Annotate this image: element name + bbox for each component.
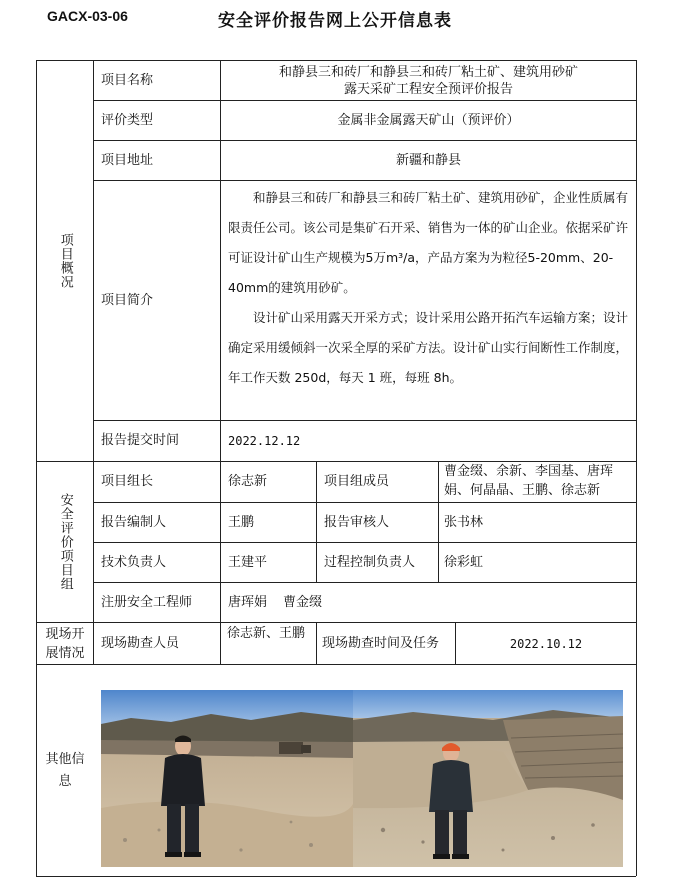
project-name-label: 项目名称 [101,72,154,88]
process-lead-value: 徐彩虹 [444,554,484,570]
site-time-label: 现场勘查时间及任务 [322,635,440,651]
engineer-value-1: 唐珲娟 [228,594,268,610]
engineer-value-2: 曹金缀 [283,594,323,610]
section-overview-label: 项目概况 [57,233,73,289]
intro-label: 项目简介 [101,292,154,308]
members-label: 项目组成员 [324,474,390,490]
eval-type-label: 评价类型 [101,112,154,128]
intro-paragraph-2: 设计矿山采用露天开采方式；设计采用公路开拓汽车运输方案；设计确定采用缓倾斜一次采全厚的采矿方法。设计矿山实行间断性工作制度，年工作天数 250d，每天 1 班，每班 8h。 [228,310,629,385]
project-name-line1: 和静县三和砖厂和静县三和砖厂粘土矿、建筑用砂矿 [278,64,578,80]
site-photo-left [101,690,353,867]
leader-label: 项目组长 [101,474,154,490]
section-other-label: 其他信息 [45,751,85,789]
process-lead-label: 过程控制负责人 [324,554,416,570]
address-label: 项目地址 [101,152,154,168]
submit-time-value: 2022.12.12 [228,434,301,448]
intro-paragraph-1: 和静县三和砖厂和静县三和砖厂粘土矿、建筑用砂矿，企业性质属有限责任公司。该公司是集矿石开采、销售为一体的矿山企业。依据采矿许可证设计矿山生产规模为5万m³/a，产品方案为为粒径5-20mm、20-40mm的建筑用砂矿。 [228,190,629,295]
document-code: GACX-03-06 [47,8,128,24]
section-site-label: 现场开展情况 [45,626,85,661]
site-time-value: 2022.10.12 [509,636,583,651]
leader-value: 徐志新 [228,474,268,490]
reviewer-label: 报告审核人 [324,514,390,530]
site-staff-value: 徐志新、王鹏 [227,626,306,641]
site-staff-label: 现场勘查人员 [101,635,180,651]
document-title: 安全评价报告网上公开信息表 [218,11,452,31]
eval-type-value: 金属非金属露天矿山（预评价） [337,112,520,128]
submit-time-label: 报告提交时间 [101,433,180,449]
engineer-label: 注册安全工程师 [101,594,193,610]
members-value: 曹金缀、余新、李国基、唐珲娟、何晶晶、王鹏、徐志新 [444,464,614,498]
address-value: 新疆和静县 [395,152,461,168]
project-name-line2: 露天采矿工程安全预评价报告 [343,81,513,97]
tech-lead-label: 技术负责人 [101,554,167,570]
compiler-value: 王鹏 [228,514,255,530]
tech-lead-value: 王建平 [228,554,268,570]
reviewer-value: 张书林 [444,514,484,530]
section-group-label: 安全评价项目组 [57,493,73,591]
site-photo-right [353,690,623,867]
compiler-label: 报告编制人 [101,514,167,530]
